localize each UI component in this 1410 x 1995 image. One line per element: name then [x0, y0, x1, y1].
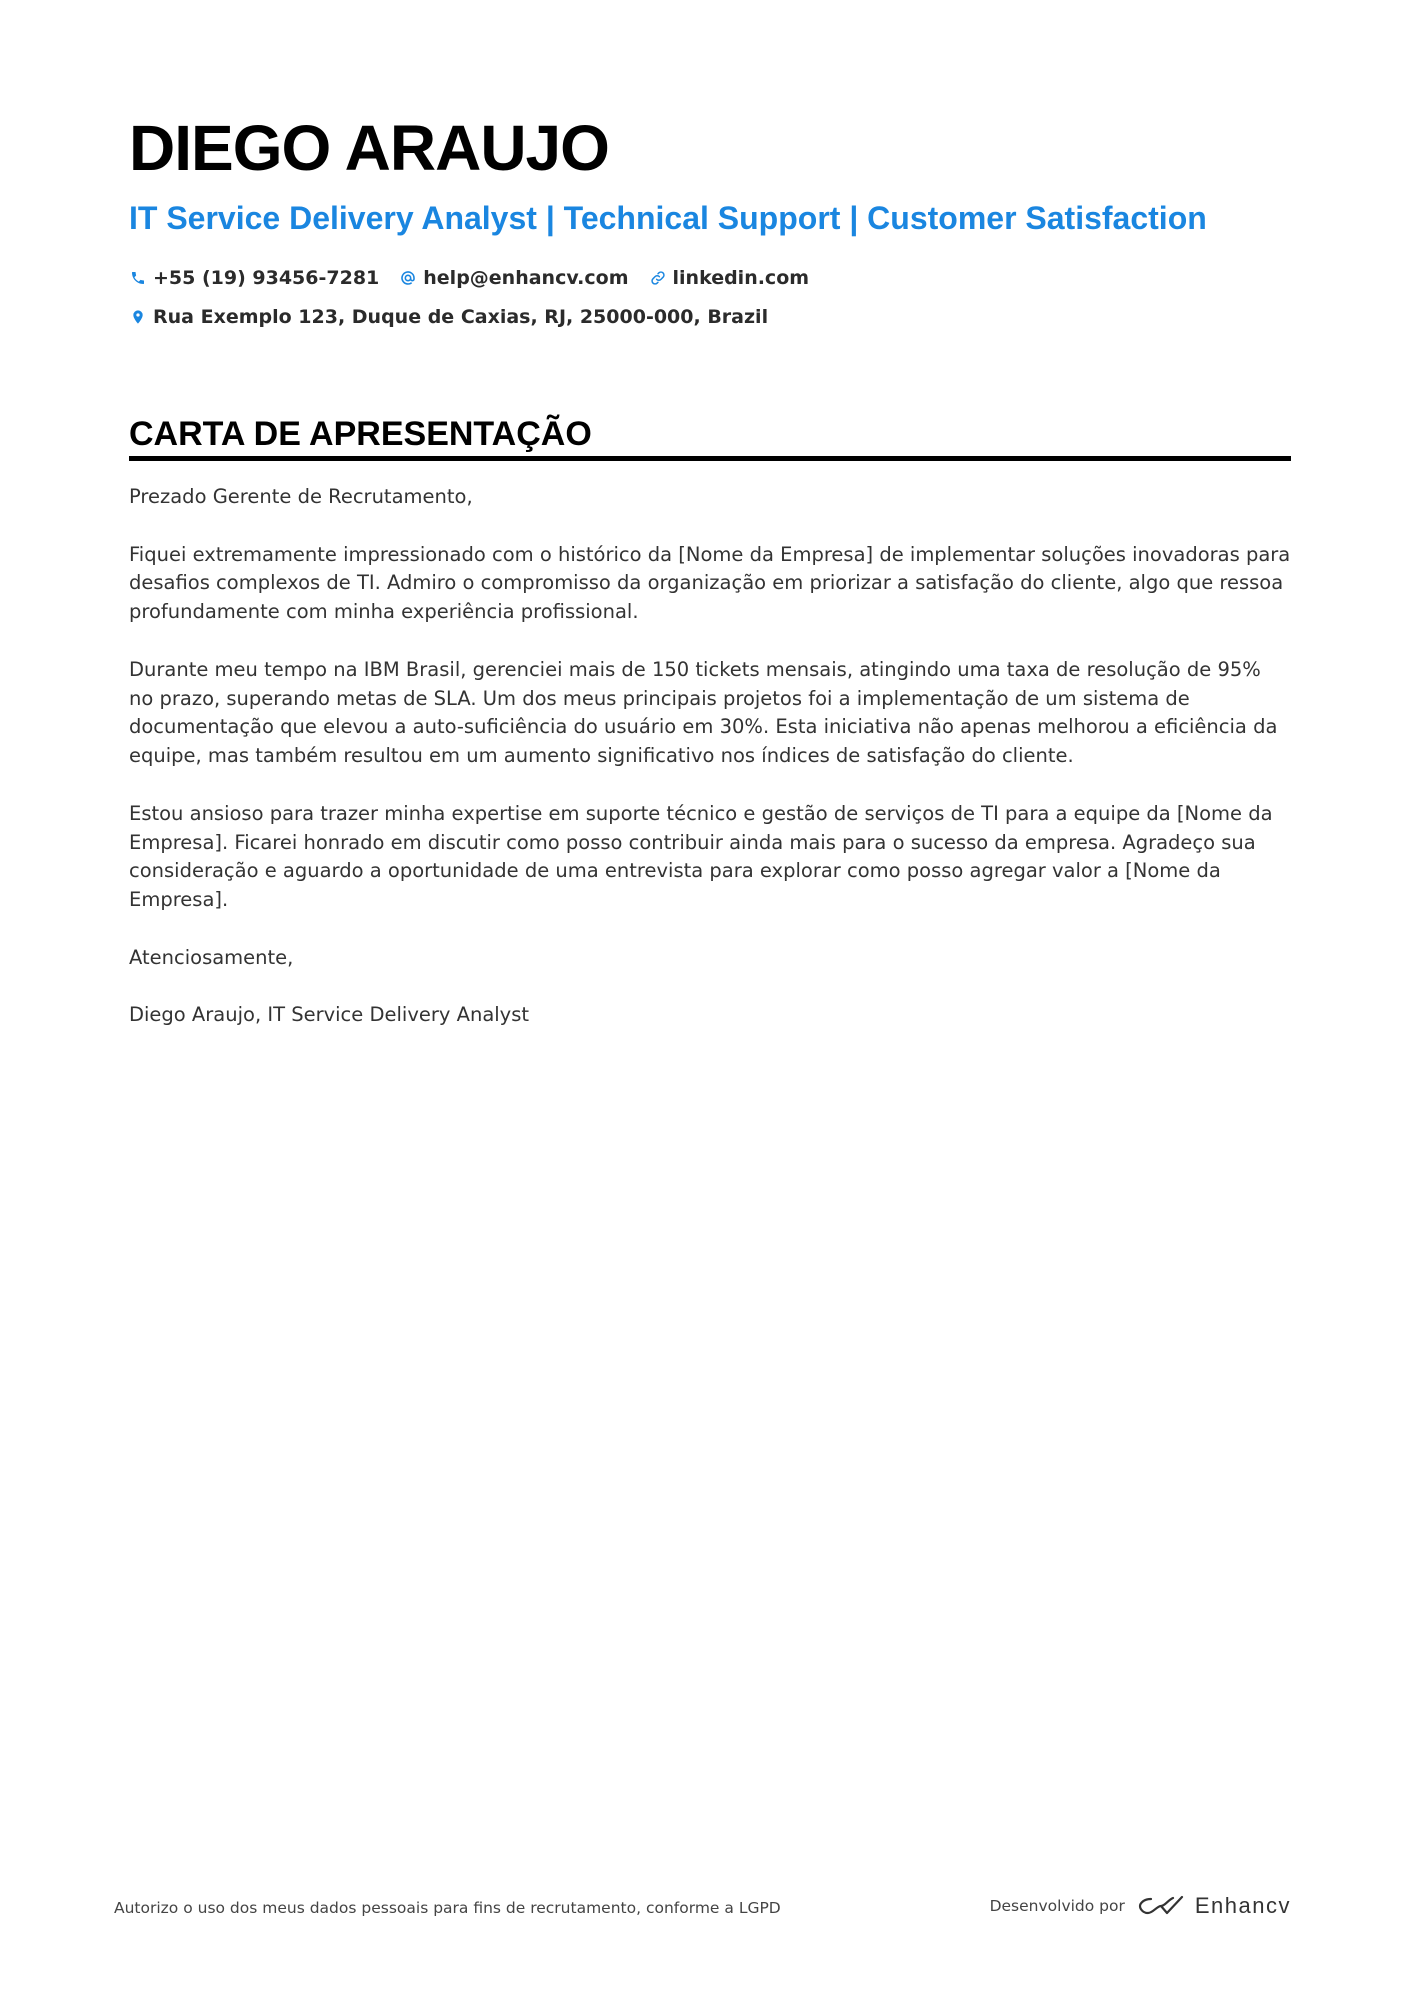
contact-row-secondary: [129, 297, 1291, 336]
paragraph-intro: Fiquei extremamente impressionado com o histórico da [Nome da Empresa] de implementar soluções inovadoras para desafios complexos de TI. Admiro o compromisso da organização em priorizar a satisfação do cliente, algo que ressoa profundamente com minha experiência profissional.: [129, 542, 1291, 624]
page-footer: [114, 1893, 1291, 1923]
contact-row-primary: [129, 258, 1291, 297]
contact-email[interactable]: [399, 267, 628, 289]
candidate-name: DIEGO ARAUJO: [129, 112, 609, 184]
powered-by-label: Desenvolvido por: [989, 1897, 1125, 1915]
consent-note: Autorizo o uso dos meus dados pessoais para fins de recrutamento, conforme a LGPD: [114, 1899, 781, 1917]
at-icon: [399, 269, 417, 287]
closing-phrase: Atenciosamente,: [129, 945, 294, 969]
contact-address-text: Rua Exemplo 123, Duque de Caxias, RJ, 25000-000, Brazil: [153, 305, 769, 328]
brand-name: Enhancv: [1194, 1893, 1291, 1918]
contact-website[interactable]: [649, 267, 810, 289]
contact-phone-text: +55 (19) 93456-7281: [153, 266, 380, 289]
contact-address: [129, 306, 768, 328]
contact-phone: [129, 267, 379, 289]
enhancv-logo-icon: [1137, 1893, 1185, 1919]
cover-letter-page: [129, 112, 1291, 1059]
contact-info: [129, 258, 1291, 336]
contact-website-text: linkedin.com: [672, 266, 810, 289]
paragraph-closing: Estou ansioso para trazer minha expertise em suporte técnico e gestão de serviços de TI para a equipe da [Nome da Empresa]. Ficarei honrado em discutir como posso contribuir ainda mais para o sucesso da empresa. Agradeço sua consideração e aguardo a oportunidade de uma entrevista para explorar como posso agregar valor a [Nome da Empresa].: [129, 801, 1273, 912]
salutation: Prezado Gerente de Recrutamento,: [129, 485, 473, 508]
paragraph-experience: Durante meu tempo na IBM Brasil, gerenciei mais de 150 tickets mensais, atingindo uma taxa de resolução de 95% no prazo, superando metas de SLA. Um dos meus principais projetos foi a implementação de um sistema de documentação que elevou a auto-suficiência do usuário em 30%. Esta iniciativa não apenas melhorou a eficiência da equipe, mas também resultou em um aumento significativo nos índices de satisfação do cliente.: [129, 657, 1278, 768]
powered-by[interactable]: [990, 1893, 1291, 1919]
link-icon: [649, 269, 667, 287]
contact-email-text: help@enhancv.com: [423, 266, 629, 289]
signature: Diego Araujo, IT Service Delivery Analyst: [129, 1003, 530, 1027]
section-title: CARTA DE APRESENTAÇÃO: [129, 414, 1291, 461]
phone-icon: [129, 269, 147, 287]
letter-body: [129, 483, 1291, 1030]
candidate-headline: IT Service Delivery Analyst | Technical Support | Customer Satisfaction: [129, 200, 1207, 236]
location-pin-icon: [129, 308, 147, 326]
